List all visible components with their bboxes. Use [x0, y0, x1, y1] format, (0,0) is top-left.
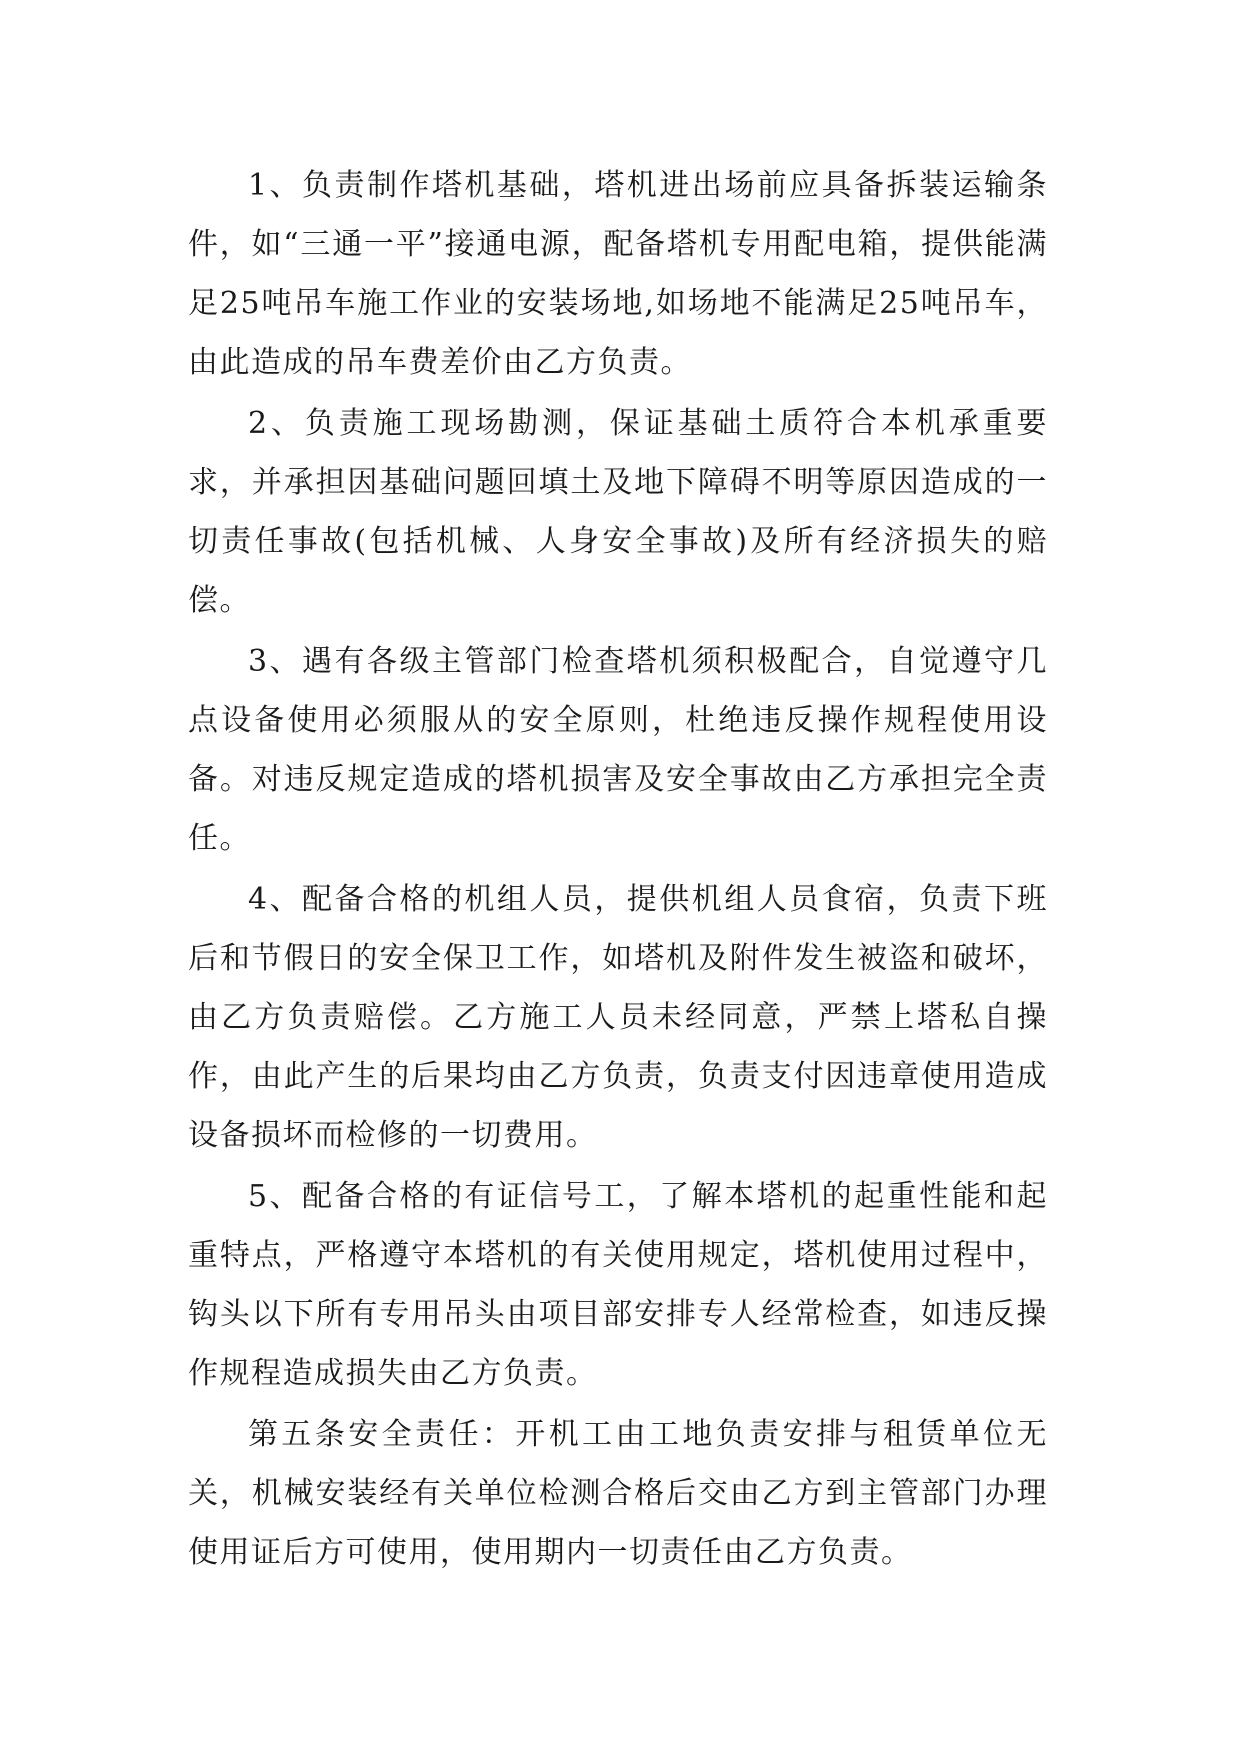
- paragraph-clause-5: 5、配备合格的有证信号工，了解本塔机的起重性能和起重特点，严格遵守本塔机的有关使用规定，塔机使用过程中，钩头以下所有专用吊头由项目部安排专人经常检查，如违反操作规程造成损失由乙方负责。: [188, 1179, 1048, 1391]
- paragraph-clause-2: 2、负责施工现场勘测，保证基础土质符合本机承重要求，并承担因基础问题回填土及地下障碍不明等原因造成的一切责任事故(包括机械、人身安全事故)及所有经济损失的赔偿。: [188, 406, 1048, 618]
- document-body: [188, 156, 1048, 1584]
- paragraph-clause-1: 1、负责制作塔机基础，塔机进出场前应具备拆装运输条件，如“三通一平”接通电源，配备塔机专用配电箱，提供能满足25吨吊车施工作业的安装场地,如场地不能满足25吨吊车，由此造成的吊车费差价由乙方负责。: [188, 168, 1048, 380]
- paragraph-clause-4: 4、配备合格的机组人员，提供机组人员食宿，负责下班后和节假日的安全保卫工作，如塔机及附件发生被盗和破坏，由乙方负责赔偿。乙方施工人员未经同意，严禁上塔私自操作，由此产生的后果均由乙方负责，负责支付因违章使用造成设备损坏而检修的一切费用。: [188, 882, 1048, 1153]
- paragraph-clause-3: 3、遇有各级主管部门检查塔机须积极配合，自觉遵守几点设备使用必须服从的安全原则，杜绝违反操作规程使用设备。对违反规定造成的塔机损害及安全事故由乙方承担完全责任。: [188, 644, 1048, 856]
- paragraph-article-5-safety-responsibility: 第五条安全责任：开机工由工地负责安排与租赁单位无关，机械安装经有关单位检测合格后交由乙方到主管部门办理使用证后方可使用，使用期内一切责任由乙方负责。: [188, 1417, 1048, 1570]
